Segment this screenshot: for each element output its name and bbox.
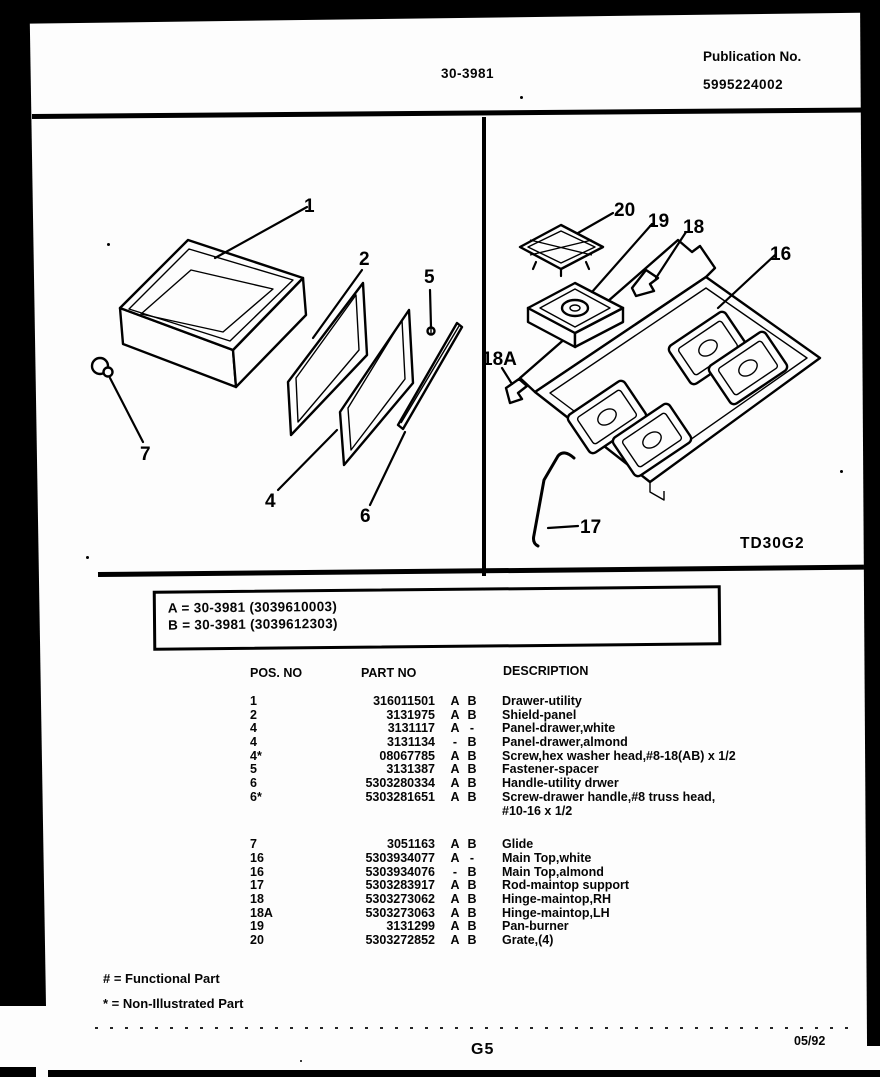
table-row — [248, 777, 688, 791]
part-no: 316011501 — [373, 694, 435, 708]
description: Rod-maintop support — [502, 878, 630, 893]
variant-b: B — [467, 905, 477, 920]
pos-no: 2 — [250, 707, 257, 722]
variant-a: A — [450, 837, 460, 852]
pos-no: 19 — [250, 919, 264, 934]
description: Screw,hex washer head,#8-18(AB) x 1/2 — [502, 748, 736, 763]
table-row — [248, 920, 688, 934]
part-no: 3131975 — [386, 707, 435, 722]
variant-b: B — [467, 891, 477, 906]
drawer-utility-part — [120, 240, 306, 387]
pos-no: 18A — [250, 905, 273, 920]
part-no: 5303273063 — [365, 905, 435, 920]
table-row — [248, 695, 688, 709]
variant-a: A — [450, 789, 460, 804]
description: Drawer-utility — [502, 694, 582, 708]
description: Panel-drawer,white — [502, 721, 616, 736]
description: Hinge-maintop,RH — [502, 891, 612, 906]
variant-b: B — [467, 837, 477, 852]
callout-18: 18 — [683, 217, 705, 238]
variant-a: A — [450, 850, 460, 865]
part-no: 08067785 — [379, 748, 435, 763]
variant-a: A — [450, 905, 460, 920]
pos-no: 20 — [250, 933, 264, 947]
scan-edge-left — [0, 0, 46, 1006]
variant-b: B — [467, 694, 477, 708]
variant-b: B — [467, 776, 477, 791]
variant-a: A — [450, 707, 460, 722]
description: Shield-panel — [502, 707, 577, 722]
header-description: DESCRIPTION — [503, 664, 589, 678]
pos-no: 4 — [250, 721, 257, 736]
variant-a: A — [450, 919, 460, 934]
variant-b: B — [467, 735, 477, 750]
table-row — [248, 748, 736, 764]
variant-b: - — [469, 850, 475, 865]
variant-a: A — [450, 878, 460, 893]
description: Panel-drawer,almond — [502, 735, 628, 750]
hinge-lh-part — [506, 379, 527, 403]
callout-7: 7 — [140, 444, 151, 465]
part-no: 3131117 — [387, 721, 435, 736]
part-no: 5303280334 — [365, 776, 435, 791]
part-no: 5303273062 — [365, 891, 435, 906]
table-row — [248, 838, 688, 852]
callout-20: 20 — [614, 200, 636, 221]
part-no: 5303281651 — [365, 789, 435, 804]
variant-b: B — [467, 762, 477, 777]
table-row — [248, 893, 688, 907]
legend-functional-part: # = Functional Part — [103, 971, 220, 986]
part-no: 3051163 — [387, 837, 435, 852]
callout-6: 6 — [360, 506, 371, 527]
variant-line-a: A = 30-3981 (3039610003) — [167, 598, 338, 616]
variant-b: B — [467, 864, 477, 879]
part-no: 3131134 — [387, 735, 435, 750]
pos-no: 6* — [250, 789, 262, 804]
parts-table — [248, 664, 736, 948]
description: Hinge-maintop,LH — [502, 905, 610, 920]
glide-part — [92, 358, 113, 377]
callout-4: 4 — [265, 491, 276, 512]
part-no: 3131299 — [386, 919, 435, 934]
pos-no: 16 — [250, 864, 264, 879]
table-row — [248, 709, 688, 723]
pos-no: 17 — [250, 878, 264, 893]
scan-edge-bottom — [48, 1070, 880, 1077]
variant-a: - — [452, 735, 458, 750]
table-row — [248, 763, 688, 777]
diagram-code: TD30G2 — [740, 535, 805, 552]
publication-number: 5995224002 — [703, 77, 784, 92]
header-part-no: PART NO — [361, 666, 417, 680]
pos-no: 7 — [250, 837, 257, 852]
variant-a: A — [450, 933, 460, 947]
part-no: 5303934077 — [365, 850, 435, 865]
variant-a: A — [450, 721, 460, 736]
description: #10-16 x 1/2 — [502, 803, 573, 818]
table-row — [248, 852, 688, 866]
scan-speck — [520, 96, 523, 99]
description: Main Top,almond — [502, 864, 604, 879]
model-variant-box — [153, 585, 722, 650]
variant-b: B — [467, 878, 477, 893]
page-code: G5 — [471, 1041, 495, 1058]
publication-label: Publication No. — [703, 49, 802, 64]
description: Screw-drawer handle,#8 truss head, — [502, 789, 716, 804]
table-row — [248, 736, 688, 750]
pos-no: 5 — [250, 762, 257, 777]
callout-5: 5 — [424, 267, 435, 288]
description: Pan-burner — [502, 919, 569, 934]
table-row — [248, 866, 688, 880]
date-code: 05/92 — [794, 1034, 826, 1048]
variant-a: - — [452, 864, 458, 879]
table-row — [248, 722, 688, 736]
callout-19: 19 — [648, 211, 670, 232]
variant-a: A — [450, 776, 460, 791]
part-no: 3131387 — [386, 762, 435, 777]
description: Handle-utility drwer — [502, 776, 619, 791]
pos-no: 4* — [250, 748, 262, 763]
pos-no: 18 — [250, 891, 264, 906]
header-pos-no: POS. NO — [250, 666, 303, 680]
scan-edge-bottom-left — [0, 1067, 36, 1077]
part-no: 5303283917 — [365, 878, 435, 893]
table-row — [248, 907, 688, 921]
footer-dotted-rule — [95, 1027, 855, 1029]
part-no: 5303934076 — [365, 864, 435, 879]
variant-line-b: B = 30-3981 (3039612303) — [167, 615, 338, 633]
model-number: 30-3981 — [441, 66, 495, 81]
callout-17: 17 — [580, 517, 602, 538]
rod-maintop-part — [534, 453, 575, 546]
variant-b: - — [469, 721, 475, 736]
table-row — [248, 789, 716, 805]
variant-b: B — [467, 748, 477, 763]
pos-no: 6 — [250, 776, 257, 791]
grate-part — [520, 225, 603, 276]
pos-no: 4 — [250, 735, 257, 750]
variant-b: B — [467, 789, 477, 804]
description: Grate,(4) — [502, 933, 554, 947]
drawer-exploded-diagram — [60, 120, 480, 572]
scan-edge-top — [0, 0, 880, 24]
variant-a: A — [450, 694, 460, 708]
table-row — [248, 879, 688, 893]
pos-no: 16 — [250, 850, 264, 865]
variant-a: A — [450, 748, 460, 763]
variant-a: A — [450, 891, 460, 906]
description: Fastener-spacer — [502, 762, 599, 777]
header-rule — [32, 107, 864, 119]
part-no: 5303272852 — [365, 933, 435, 947]
maintop-exploded-diagram — [480, 120, 880, 575]
callout-16: 16 — [770, 244, 792, 265]
description: Glide — [502, 837, 534, 852]
scan-speck — [300, 1060, 302, 1062]
table-row-continuation — [248, 805, 688, 819]
variant-b: B — [467, 933, 477, 947]
variant-b: B — [467, 707, 477, 722]
variant-b: B — [467, 919, 477, 934]
callout-1: 1 — [304, 196, 315, 217]
legend-non-illustrated-part: * = Non-Illustrated Part — [103, 996, 244, 1011]
callout-18a: 18A — [482, 349, 517, 370]
table-row — [248, 934, 688, 948]
description: Main Top,white — [502, 850, 592, 865]
table-header — [248, 666, 688, 695]
callout-2: 2 — [359, 249, 370, 270]
variant-a: A — [450, 762, 460, 777]
pos-no: 1 — [250, 694, 257, 708]
